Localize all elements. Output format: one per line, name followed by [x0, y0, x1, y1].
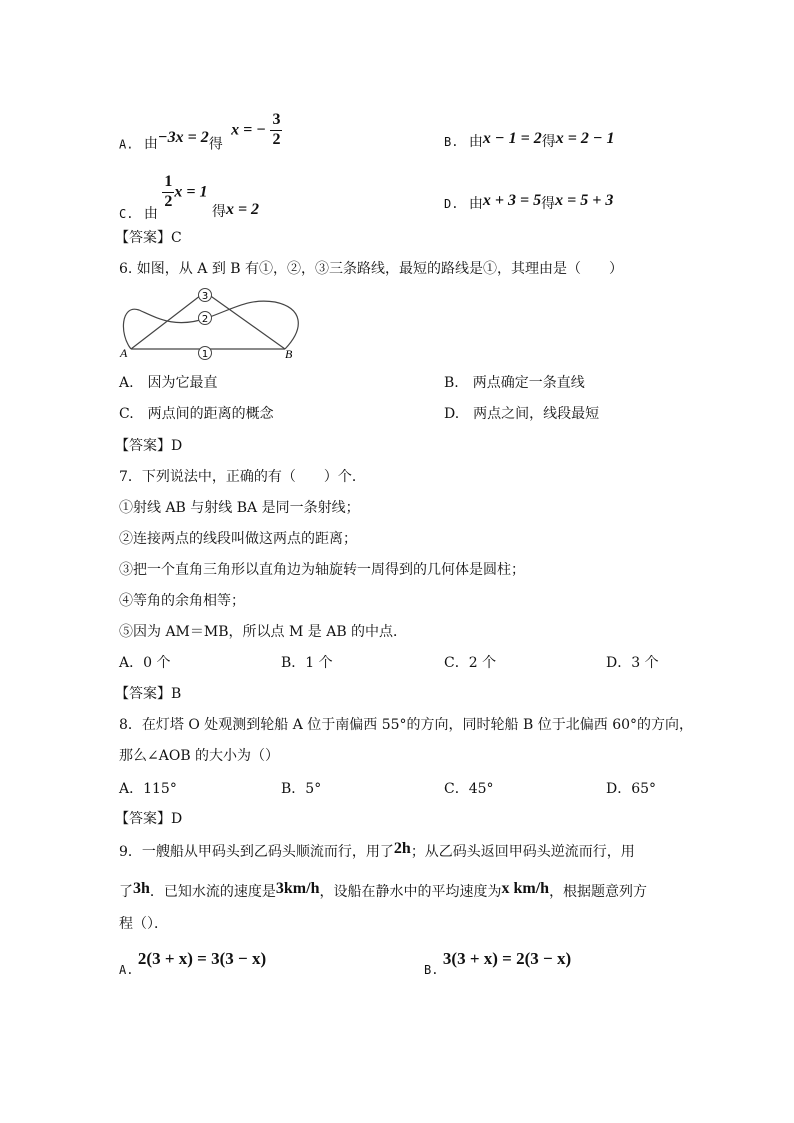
q6-option-c[interactable]: C. 两点间的距离的概念 [119, 406, 274, 422]
q8-option-b[interactable]: B．5° [281, 781, 322, 797]
q6-option-d[interactable]: D. 两点之间，线段最短 [444, 406, 600, 422]
stem-text: ．已知水流的速度是 [149, 884, 276, 900]
q8-option-d[interactable]: D．65° [606, 781, 657, 797]
q8-stem-line2: 那么∠AOB 的大小为（） [119, 748, 280, 764]
stem-text: ，根据题意列方 [549, 884, 648, 900]
q5-option-b[interactable] [444, 130, 615, 150]
point-a-label: A [120, 346, 128, 360]
q8-option-c[interactable]: C．45° [444, 781, 494, 797]
point-b-label: B [285, 347, 293, 361]
q7-statement-3: ③把一个直角三角形以直角边为轴旋转一周得到的几何体是圆柱； [119, 562, 525, 578]
fraction: $\frac{1}{2}$ [164, 173, 173, 210]
equation: x = 2 − 1 [555, 130, 615, 147]
option-text: 得 [541, 196, 556, 212]
stem-text: ，设船在静水中的平均速度为 [319, 884, 502, 900]
equation: 2(3 + x) = 3(3 − x) [137, 949, 267, 968]
q7-answer: 【答案】B [115, 686, 182, 702]
time-downstream: 2h [393, 840, 411, 857]
q7-option-d[interactable]: D．3 个 [606, 655, 659, 671]
q6-option-b[interactable]: B. 两点确定一条直线 [444, 375, 585, 391]
q7-option-b[interactable]: B．1 个 [281, 655, 333, 671]
q7-statement-5: ⑤因为 AM＝MB，所以点 M 是 AB 的中点． [119, 624, 408, 640]
q5-option-c[interactable] [119, 173, 260, 223]
route-2-label: 2 [201, 314, 209, 325]
route-3-label: 3 [201, 291, 209, 302]
q5-option-d[interactable] [444, 192, 614, 212]
stem-text: 9．一艘船从甲码头到乙码头顺流而行，用了 [119, 844, 394, 860]
q6-answer: 【答案】D [115, 438, 183, 454]
water-speed: 3km/h [275, 880, 320, 897]
equation: −3x = 2 [157, 129, 209, 147]
equation: x + 3 = 5 [482, 192, 542, 209]
q5-answer: 【答案】C [115, 230, 182, 246]
equation: x = 1 [174, 183, 208, 201]
q9-stem-line3: 程（）． [119, 916, 168, 932]
equation: x = 5 + 3 [555, 192, 614, 209]
q6-option-a[interactable]: A. 因为它最直 [119, 375, 218, 391]
option-label: B. [444, 135, 459, 149]
q9-option-a[interactable] [119, 949, 267, 977]
option-text: 由 [143, 136, 158, 153]
option-label: C. [119, 207, 134, 222]
equation: x = − [231, 121, 266, 139]
stem-text: ；从乙码头返回甲码头逆流而行，用 [410, 844, 635, 860]
option-text: 由 [143, 206, 158, 223]
q8-option-a[interactable]: A．115° [119, 781, 177, 797]
route-2-curve [123, 301, 298, 349]
q7-statement-4: ④等角的余角相等； [119, 593, 245, 609]
q7-option-c[interactable]: C．2 个 [444, 655, 497, 671]
q6-stem: 6. 如图，从 A 到 B 有①，②，③三条路线，最短的路线是①，其理由是（ ） [119, 261, 624, 277]
option-label: D. [444, 197, 459, 211]
q7-statement-1: ①射线 AB 与射线 BA 是同一条射线； [119, 500, 360, 516]
equation: 3(3 + x) = 2(3 − x) [442, 949, 572, 968]
option-text: 由 [468, 134, 483, 150]
q5-option-a[interactable] [119, 111, 282, 163]
q7-option-a[interactable]: A．0 个 [119, 655, 171, 671]
q6-route-figure [117, 284, 317, 364]
option-text: 得 [541, 134, 556, 150]
option-text: 由 [468, 196, 483, 212]
q7-stem: 7．下列说法中，正确的有（ ）个． [119, 469, 366, 485]
q9-stem-line2 [119, 880, 648, 900]
q7-statement-2: ②连接两点的线段叫做这两点的距离； [119, 531, 357, 547]
q9-stem-line1 [119, 840, 635, 860]
option-label: B. [424, 963, 439, 977]
option-label: A. [119, 137, 134, 152]
q8-answer: 【答案】D [115, 811, 183, 827]
q8-stem-line1: 8．在灯塔 O 处观测到轮船 A 位于南偏西 55°的方向，同时轮船 B 位于北偏西 60°的方向， [119, 717, 694, 733]
time-upstream: 3h [133, 880, 150, 897]
stem-text: 了 [119, 884, 133, 900]
fraction: $\frac{3}{2}$ [272, 111, 281, 148]
route-1-label: 1 [201, 349, 209, 360]
option-label: A. [119, 963, 134, 977]
q9-option-b[interactable] [424, 949, 572, 977]
option-text: 得 [211, 204, 226, 221]
option-text: 得 [208, 136, 223, 153]
boat-speed: x km/h [501, 880, 550, 897]
equation: x − 1 = 2 [482, 130, 542, 147]
equation: x = 2 [225, 201, 260, 219]
